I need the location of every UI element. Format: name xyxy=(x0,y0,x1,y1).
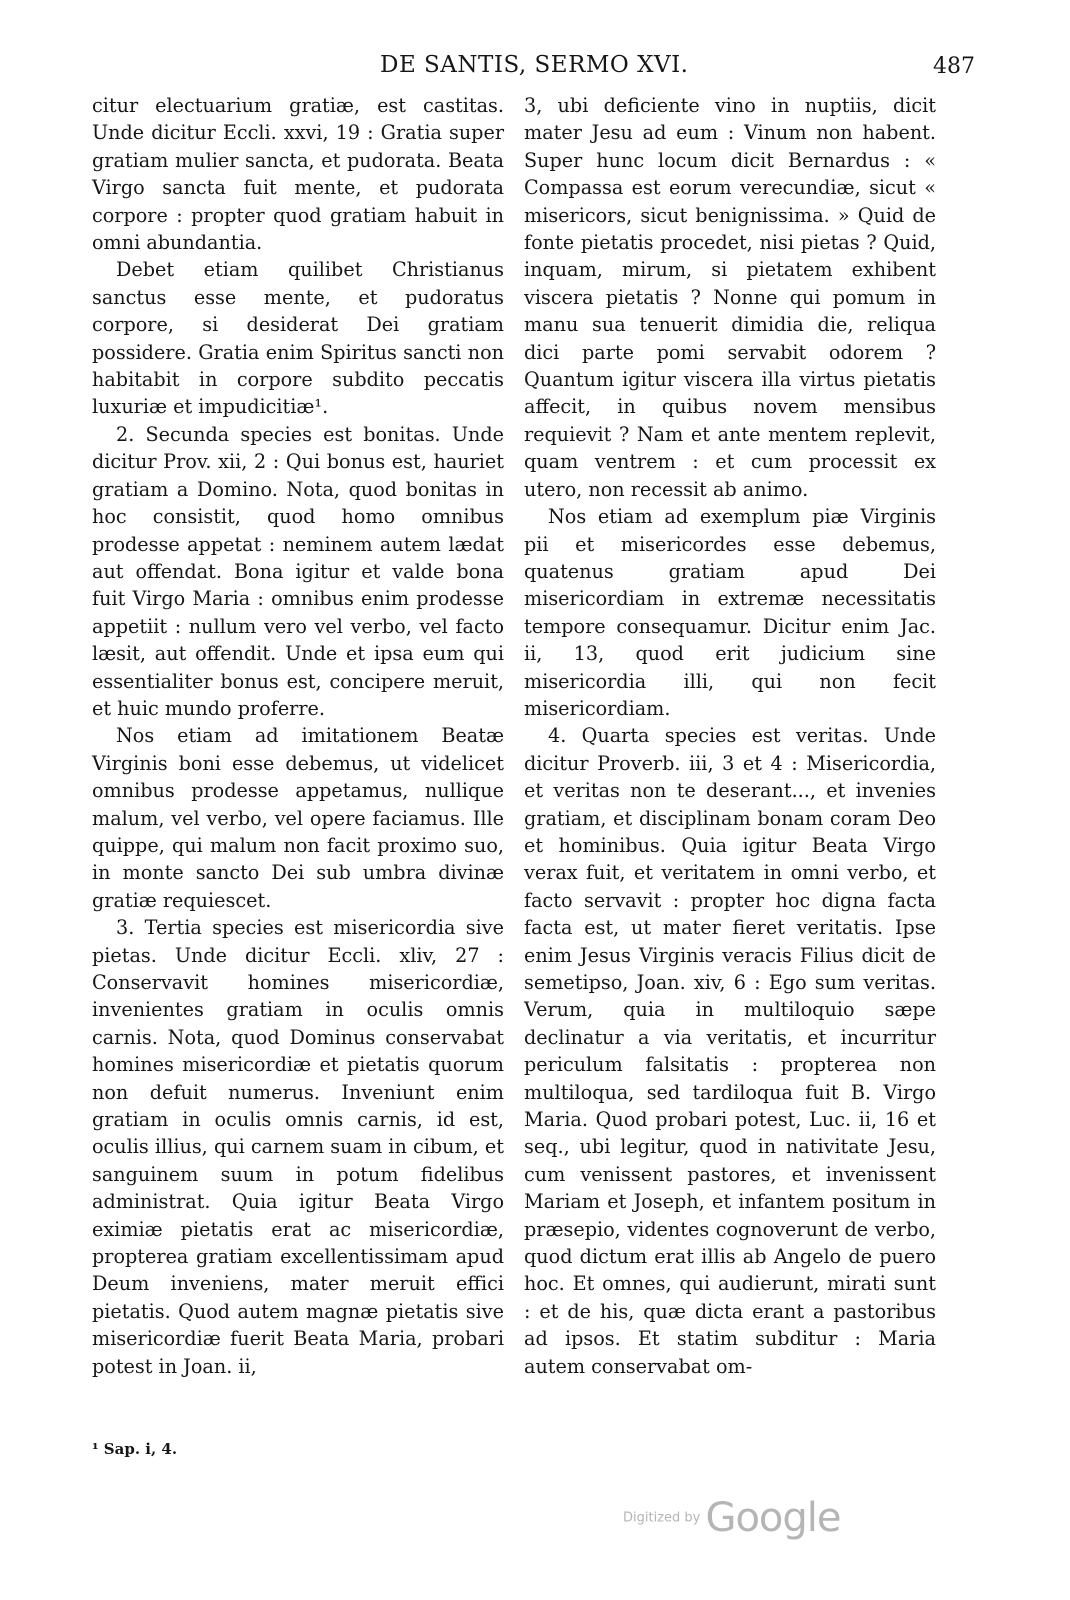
left-column xyxy=(92,92,504,1380)
paragraph: Nos etiam ad imitationem Beatæ Virginis boni esse debemus, ut videlicet omnibus prodesse appetamus, nullique malum, vel verbo, vel opere faciamus. Ille quippe, qui malum non facit proximo suo, in monte sancto Dei sub umbra divinæ gratiæ requiescet. xyxy=(92,724,504,912)
running-header: DE SANTIS, SERMO XVI. xyxy=(380,52,689,78)
right-column xyxy=(524,92,936,1380)
paragraph: 3. Tertia species est misericordia sive pietas. Unde dicitur Eccli. xliv, 27 : Conservavit homines misericordiæ, invenientes gratiam in oculis omnis carnis. Nota, quod Dominus conservabat homines misericordiæ et pietatis quorum non defuit numerus. Inveniunt enim gratiam in oculis omnis carnis, id est, oculis illius, qui carnem suam in cibum, et sanguinem suum in potum fidelibus administrat. Quia igitur Beata Virgo eximiæ pietatis erat ac misericordiæ, propterea gratiam excellentissimam apud Deum inveniens, mater meruit effici pietatis. Quod autem magnæ pietatis sive misericordiæ fuerit Beata Maria, probari potest in Joan. ii, xyxy=(92,916,504,1378)
footnote: ¹ Sap. i, 4. xyxy=(92,1440,178,1458)
page-number: 487 xyxy=(933,54,975,79)
watermark-prefix: Digitized by xyxy=(623,1510,701,1526)
paragraph: citur electuarium gratiæ, est castitas. Unde dicitur Eccli. xxvi, 19 : Gratia super gratiam mulier sancta, et pudorata. Beata Virgo sancta fuit mente, et pudorata corpore : propter quod gratiam habuit in omni abundantia. xyxy=(92,94,504,255)
google-logo: Google xyxy=(705,1495,841,1541)
paragraph: Nos etiam ad exemplum piæ Virginis pii et misericordes esse debemus, quatenus gratiam apud Dei misericordiam in extremæ necessitatis tempore consequamur. Dicitur enim Jac. ii, 13, quod erit judicium sine misericordia illi, qui non fecit misericordiam. xyxy=(524,505,936,720)
paragraph: 4. Quarta species est veritas. Unde dicitur Proverb. iii, 3 et 4 : Misericordia, et veritas non te deserant..., et invenies gratiam, et disciplinam bonam coram Deo et hominibus. Quia igitur Beata Virgo verax fuit, et veritatem in omni verbo, et facto servavit : propter hoc digna facta facta est, ut mater fieret veritatis. Ipse enim Jesus Virginis veracis Filius dicit de semetipso, Joan. xiv, 6 : Ego sum veritas. Verum, quia in multiloquio sæpe declinatur a via veritatis, et incurritur periculum falsitatis : propterea non multiloqua, sed tardiloqua fuit B. Virgo Maria. Quod probari potest, Luc. ii, 16 et seq., ubi legitur, quod in nativitate Jesu, cum venissent pastores, et invenissent Mariam et Joseph, et infantem positum in præsepio, videntes cognoverunt de verbo, quod dictum erat illis ab Angelo de puero hoc. Et omnes, qui audierunt, mirati sunt : et de his, quæ dicta erant a pastoribus ad ipsos. Et statim subditur : Maria autem conservabat om- xyxy=(524,724,936,1378)
paragraph: 3, ubi deficiente vino in nuptiis, dicit mater Jesu ad eum : Vinum non habent. Super hunc locum dicit Bernardus : « Compassa est eorum verecundiæ, sicut « misericors, sicut benignissima. » Quid de fonte pietatis procedet, nisi pietas ? Quid, inquam, mirum, si pietatem exhibent viscera pietatis ? Nonne qui pomum in manu sua tenuerit dimidia die, reliqua dici parte pomi servabit odorem ? Quantum igitur viscera illa virtus pietatis affecit, in quibus novem mensibus requievit ? Nam et ante mentem replevit, quam ventrem : et cum processit ex utero, non recessit ab animo. xyxy=(524,94,936,501)
paragraph: 2. Secunda species est bonitas. Unde dicitur Prov. xii, 2 : Qui bonus est, hauriet gratiam a Domino. Nota, quod bonitas in hoc consistit, quod homo omnibus prodesse appetat : neminem autem lædat aut offendat. Bona igitur et valde bona fuit Virgo Maria : omnibus enim prodesse appetiit : nullum vero vel verbo, vel facto læsit, aut offendit. Unde et ipsa eum qui essentialiter bonus est, concipere meruit, et huic mundo proferre. xyxy=(92,422,504,720)
paragraph: Debet etiam quilibet Christianus sanctus esse mente, et pudoratus corpore, si desiderat Dei gratiam possidere. Gratia enim Spiritus sancti non habitabit in corpore subdito peccatis luxuriæ et impudicitiæ¹. xyxy=(92,258,504,419)
digitized-watermark xyxy=(623,1495,841,1541)
